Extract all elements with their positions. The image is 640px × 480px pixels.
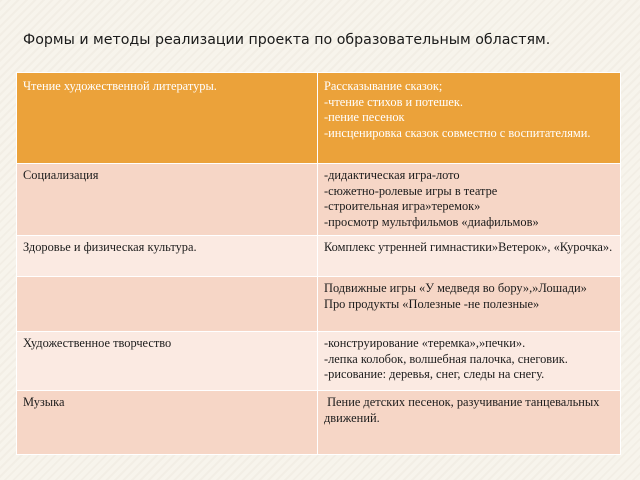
cell-line: Подвижные игры «У медведя во бору»,»Лошади»: [324, 281, 587, 295]
cell-line: Пение детских песенок, разучивание танцевальных движений.: [324, 395, 603, 425]
table-row: [17, 236, 621, 277]
area-cell: [17, 391, 318, 455]
cell-line: -инсценировка сказок совместно с воспитателями.: [324, 125, 591, 140]
cell-text: Социализация: [23, 168, 99, 182]
cell-line: Комплекс утренней гимнастики»Ветерок», «Курочка».: [324, 240, 613, 254]
slide-title: Формы и методы реализации проекта по образовательным областям.: [23, 32, 551, 48]
cell-line: -лепка колобок, волшебная палочка, снеговик.: [324, 351, 568, 366]
header-cell-methods: [318, 73, 621, 164]
cell-line: -конструирование «теремка»,»печки».: [324, 336, 526, 350]
cell-line: -просмотр мультфильмов «диафильмов»: [324, 214, 539, 229]
table-header-row: [17, 73, 621, 164]
area-cell: [17, 164, 318, 236]
cell-text: Чтение художественной литературы.: [23, 79, 217, 93]
table-row: [17, 391, 621, 455]
area-cell: [17, 236, 318, 277]
area-cell: [17, 277, 318, 332]
cell-line: -чтение стихов и потешек.: [324, 94, 464, 109]
cell-line: Рассказывание сказок;: [324, 79, 443, 93]
table-row: [17, 277, 621, 332]
cell-line: -строительная игра»теремок»: [324, 199, 481, 213]
cell-line: -пение песенок: [324, 110, 405, 124]
cell-text: Музыка: [23, 395, 65, 409]
methods-cell: [318, 332, 621, 391]
cell-text: Здоровье и физическая культура.: [23, 240, 197, 254]
methods-cell: [318, 236, 621, 277]
methods-table: [16, 72, 621, 455]
cell-line: Про продукты «Полезные -не полезные»: [324, 296, 540, 311]
methods-cell: [318, 391, 621, 455]
cell-line: -рисование: деревья, снег, следы на снегу.: [324, 367, 545, 381]
area-cell: [17, 332, 318, 391]
table-row: [17, 164, 621, 236]
table-row: [17, 332, 621, 391]
methods-cell: [318, 277, 621, 332]
cell-line: -сюжетно-ролевые игры в театре: [324, 183, 498, 198]
cell-line: -дидактическая игра-лото: [324, 168, 460, 182]
cell-text: Художественное творчество: [23, 336, 172, 350]
header-cell-area: [17, 73, 318, 164]
methods-cell: [318, 164, 621, 236]
